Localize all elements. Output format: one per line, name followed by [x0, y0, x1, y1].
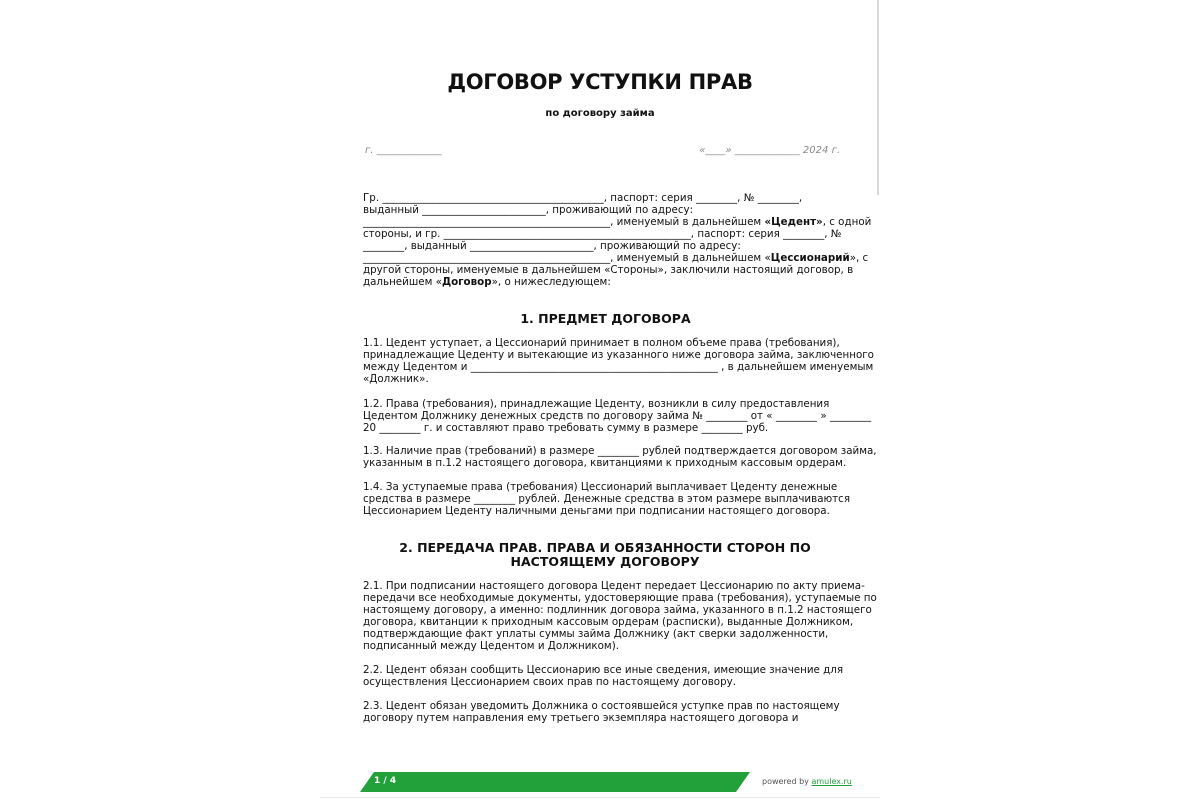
text-segment: », о нижеследующем:: [491, 276, 611, 288]
paragraph-intro: [363, 192, 872, 288]
text-segment: , с одной: [822, 216, 872, 228]
paragraph-1-1: [363, 337, 874, 385]
text-segment: 20 ________ г. и составляют право требовать сумму в размере ________ руб.: [363, 422, 769, 434]
text-segment: Гр. ___________________________________________, паспорт: серия ________, № ________,: [363, 192, 803, 204]
text-segment: 2.2. Цедент обязан сообщить Цессионарию все иные сведения, имеющие значение для: [363, 664, 844, 676]
city-field: г. _____________: [365, 145, 442, 156]
text-line: [363, 604, 872, 616]
text-segment: 2.1. При подписании настоящего договора Цедент передает Цессионарию по акту приема-: [363, 580, 865, 592]
text-line: [363, 276, 848, 288]
text-segment: средства в размере ________ рублей. Денежные средства в этом размере выплачиваются: [363, 493, 851, 505]
text-line: [363, 700, 848, 712]
text-segment: 1.2. Права (требования), принадлежащие Цеденту, возникли в силу предоставления: [363, 398, 830, 410]
text-line: [363, 228, 848, 240]
text-segment: принадлежащие Цеденту и вытекающие из указанного ниже договора займа, заключенного: [363, 349, 874, 361]
text-segment: дальнейшем «: [363, 276, 442, 288]
text-segment: », с: [849, 252, 869, 264]
text-line: [363, 192, 848, 204]
text-segment: между Цедентом и ________________________________________________ , в дальнейшем именуемым: [363, 361, 874, 373]
text-segment: договора, квитанции к приходным кассовым ордерам (расписки), выданные Должником,: [363, 616, 854, 628]
text-line: [363, 712, 848, 724]
bold-term: «Цедент»: [764, 216, 823, 228]
text-line: [363, 204, 848, 216]
scrollbar[interactable]: [877, 0, 879, 195]
text-line: [363, 337, 848, 349]
text-line: [363, 592, 877, 604]
paragraph-2-3: [363, 700, 848, 724]
text-segment: ________________________________________________, именуемый в дальнейшем «: [363, 252, 771, 264]
text-line: [363, 398, 848, 410]
paragraph-1-2: [363, 398, 872, 434]
text-segment: выданный ________________________, проживающий по адресу:: [363, 204, 694, 216]
text-line: [363, 349, 874, 361]
text-line: [363, 616, 854, 628]
document-page: [320, 0, 880, 800]
paragraph-2-1: [363, 580, 877, 652]
text-segment: «Должник».: [363, 373, 429, 385]
text-line: [363, 640, 848, 652]
text-line: [363, 422, 848, 434]
text-segment: другой стороны, именуемые в дальнейшем «Стороны», заключили настоящий договор, в: [363, 264, 854, 276]
section-heading-2: 2. ПЕРЕДАЧА ПРАВ. ПРАВА И ОБЯЗАННОСТИ СТОРОН ПО НАСТОЯЩЕМУ ДОГОВОРУ: [399, 540, 811, 569]
text-segment: Цедентом Должнику денежных средств по договору займа № ________ от « ________ » ________: [363, 410, 872, 422]
text-line: [363, 580, 865, 592]
text-segment: передачи все необходимые документы, удостоверяющие права (требования), уступаемые по: [363, 592, 877, 604]
text-segment: подписанный между Цедентом и Должником).: [363, 640, 619, 652]
text-line: [363, 676, 848, 688]
text-line: [363, 628, 848, 640]
paragraph-1-4: [363, 481, 851, 517]
paragraph-1-3: [363, 445, 877, 469]
text-line: [363, 664, 848, 676]
bold-term: Цессионарий: [770, 252, 850, 264]
divider: [320, 797, 880, 798]
text-segment: настоящему договору, а именно: подлинник договора займа, указанного в п.1.2 настоящего: [363, 604, 872, 616]
text-segment: осуществления Цессионарием своих прав по настоящему договору.: [363, 676, 736, 688]
text-line: [363, 264, 854, 276]
powered-by: [762, 777, 852, 786]
text-line: [363, 481, 848, 493]
text-line: [363, 410, 872, 422]
bold-term: Договор: [441, 276, 492, 288]
text-segment: стороны, и гр. ________________________________________________, паспорт: серия ________, №: [363, 228, 842, 240]
text-line: [363, 252, 869, 264]
text-segment: Цессионарием Цеденту наличными деньгами при подписании настоящего договора.: [363, 505, 830, 517]
text-segment: 1.3. Наличие прав (требований) в размере ________ рублей подтверждается договором займа,: [363, 445, 877, 457]
text-line: [363, 505, 848, 517]
text-segment: 1.4. За уступаемые права (требования) Цессионарий выплачивает Цеденту денежные: [363, 481, 838, 493]
text-segment: указанным в п.1.2 настоящего договора, квитанциями к приходным кассовым ордерам.: [363, 457, 847, 469]
text-line: [363, 445, 877, 457]
date-field: «____» _____________ 2024 г.: [699, 145, 840, 156]
text-line: [363, 373, 848, 385]
powered-by-label: powered by: [762, 777, 812, 786]
text-segment: подтверждающие факт уплаты суммы займа Должнику (акт сверки задолженности,: [363, 628, 829, 640]
section-heading-1: 1. ПРЕДМЕТ ДОГОВОРА: [520, 311, 691, 326]
document-title: ДОГОВОР УСТУПКИ ПРАВ: [447, 70, 753, 94]
footer-page-bar: [360, 772, 750, 792]
text-segment: 2.3. Цедент обязан уведомить Должника о состоявшейся уступке прав по настоящему: [363, 700, 840, 712]
text-line: [363, 457, 848, 469]
text-segment: ________, выданный ________________________, проживающий по адресу:: [363, 240, 741, 252]
text-line: [363, 493, 851, 505]
text-segment: договору путем направления ему третьего экземпляра настоящего договора и: [363, 712, 799, 724]
document-subtitle: по договору займа: [545, 108, 655, 119]
text-segment: 1.1. Цедент уступает, а Цессионарий принимает в полном объеме права (требования),: [363, 337, 840, 349]
text-line: [363, 216, 872, 228]
text-line: [363, 240, 848, 252]
text-line: [363, 361, 874, 373]
page-number: 1 / 4: [374, 776, 397, 786]
text-segment: ________________________________________________, именуемый в дальнейшем: [363, 216, 765, 228]
paragraph-2-2: [363, 664, 848, 688]
amulex-link[interactable]: amulex.ru: [811, 777, 852, 786]
